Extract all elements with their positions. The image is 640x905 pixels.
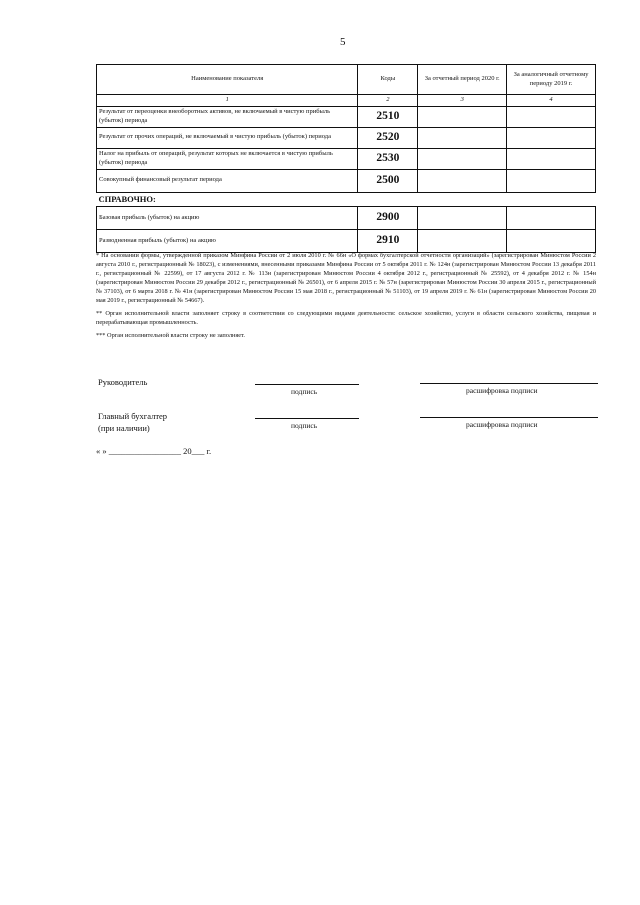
accountant-label-note: (при наличии)	[98, 423, 150, 433]
accountant-signature-line[interactable]	[255, 418, 359, 419]
head-label: Руководитель	[98, 377, 148, 387]
column-number: 1	[97, 95, 358, 107]
footnote: ** Орган исполнительной власти заполняет строку в соответствии со следующими видами деятельности: сельское хозяйство, услуги в области сельского хозяйства, пищевая и перерабатывающая промышленность.	[96, 309, 596, 326]
row-code: 2530	[358, 148, 418, 169]
row-name: Разводненная прибыль (убыток) на акцию	[97, 230, 358, 253]
row-name: Совокупный финансовый результат периода	[97, 169, 358, 192]
signature-caption: подпись	[291, 387, 318, 396]
row-name: Базовая прибыль (убыток) на акцию	[97, 207, 358, 230]
reference-heading-row	[97, 192, 596, 206]
head-decryption-line[interactable]	[420, 383, 598, 384]
signature-caption: подпись	[291, 421, 318, 430]
column-number: 3	[418, 95, 507, 107]
value-previous-cell[interactable]	[507, 169, 596, 192]
row-code: 2900	[358, 207, 418, 230]
table-row	[97, 127, 596, 148]
row-code: 2520	[358, 127, 418, 148]
table-row	[97, 148, 596, 169]
row-code: 2510	[358, 106, 418, 127]
header-previous-period: За аналогичный отчетному периоду 2019 г.	[507, 65, 596, 95]
value-previous-cell[interactable]	[507, 148, 596, 169]
table-row	[97, 207, 596, 230]
value-current-cell[interactable]	[418, 230, 507, 253]
page-number: 5	[340, 36, 346, 48]
value-current-cell[interactable]	[418, 169, 507, 192]
accountant-label: Главный бухгалтер	[98, 411, 168, 421]
financial-results-table	[96, 64, 596, 253]
value-previous-cell[interactable]	[507, 230, 596, 253]
row-name: Налог на прибыль от операций, результат которых не включается в чистую прибыль (убыток) периода	[97, 148, 358, 169]
column-number: 4	[507, 95, 596, 107]
decryption-caption: расшифровка подписи	[466, 386, 538, 395]
column-number-row	[97, 95, 596, 107]
value-current-cell[interactable]	[418, 127, 507, 148]
header-codes: Коды	[358, 65, 418, 95]
value-current-cell[interactable]	[418, 148, 507, 169]
table-row	[97, 169, 596, 192]
value-previous-cell[interactable]	[507, 127, 596, 148]
footnotes	[96, 252, 596, 344]
value-previous-cell[interactable]	[507, 207, 596, 230]
table-row	[97, 106, 596, 127]
column-number: 2	[358, 95, 418, 107]
row-code: 2500	[358, 169, 418, 192]
table-row	[97, 230, 596, 253]
value-current-cell[interactable]	[418, 106, 507, 127]
value-current-cell[interactable]	[418, 207, 507, 230]
head-signature-line[interactable]	[255, 384, 359, 385]
row-code: 2910	[358, 230, 418, 253]
row-name: Результат от переоценки внеоборотных активов, не включаемый в чистую прибыль (убыток) периода	[97, 106, 358, 127]
decryption-caption: расшифровка подписи	[466, 420, 538, 429]
reference-heading: СПРАВОЧНО:	[97, 192, 596, 206]
value-previous-cell[interactable]	[507, 106, 596, 127]
header-current-period: За отчетный период 2020 г.	[418, 65, 507, 95]
footnote: *** Орган исполнительной власти строку не заполняет.	[96, 331, 245, 339]
date-line[interactable]: « » _________________ 20___ г.	[96, 446, 212, 456]
footnote: * На основании формы, утвержденной приказом Минфина России от 2 июля 2010 г. № 66н «О формах бухгалтерской отчетности организаций» (зарегистрирован Минюстом России 2 августа 2010 г., регистрационный № 18023), с изменениями, внесенными приказами Минфина России от 5 октября 2011 г. № 124н (зарегистрирован Минюстом России 13 декабря 2011 г., регистрационный № 22599), от 17 августа 2012 г. № 113н (зарегистрирован Минюстом России 4 октября 2012 г., регистрационный № 25592), от 4 декабря 2012 г. № 154н (зарегистрирован Минюстом России 29 декабря 2012 г., регистрационный № 26501), от 6 апреля 2015 г. № 57н (зарегистрирован Минюстом России 30 апреля 2015 г., регистрационный № 37103), от 6 марта 2018 г. № 41н (зарегистрирован Минюстом России 15 мая 2018 г., регистрационный № 51103), от 19 апреля 2019 г. № 61н (зарегистрирован Минюстом России 20 мая 2019 г., регистрационный № 54667).	[96, 252, 596, 304]
accountant-decryption-line[interactable]	[420, 417, 598, 418]
row-name: Результат от прочих операций, не включаемый в чистую прибыль (убыток) периода	[97, 127, 358, 148]
table-header-row	[97, 65, 596, 95]
header-indicator-name: Наименование показателя	[97, 65, 358, 95]
